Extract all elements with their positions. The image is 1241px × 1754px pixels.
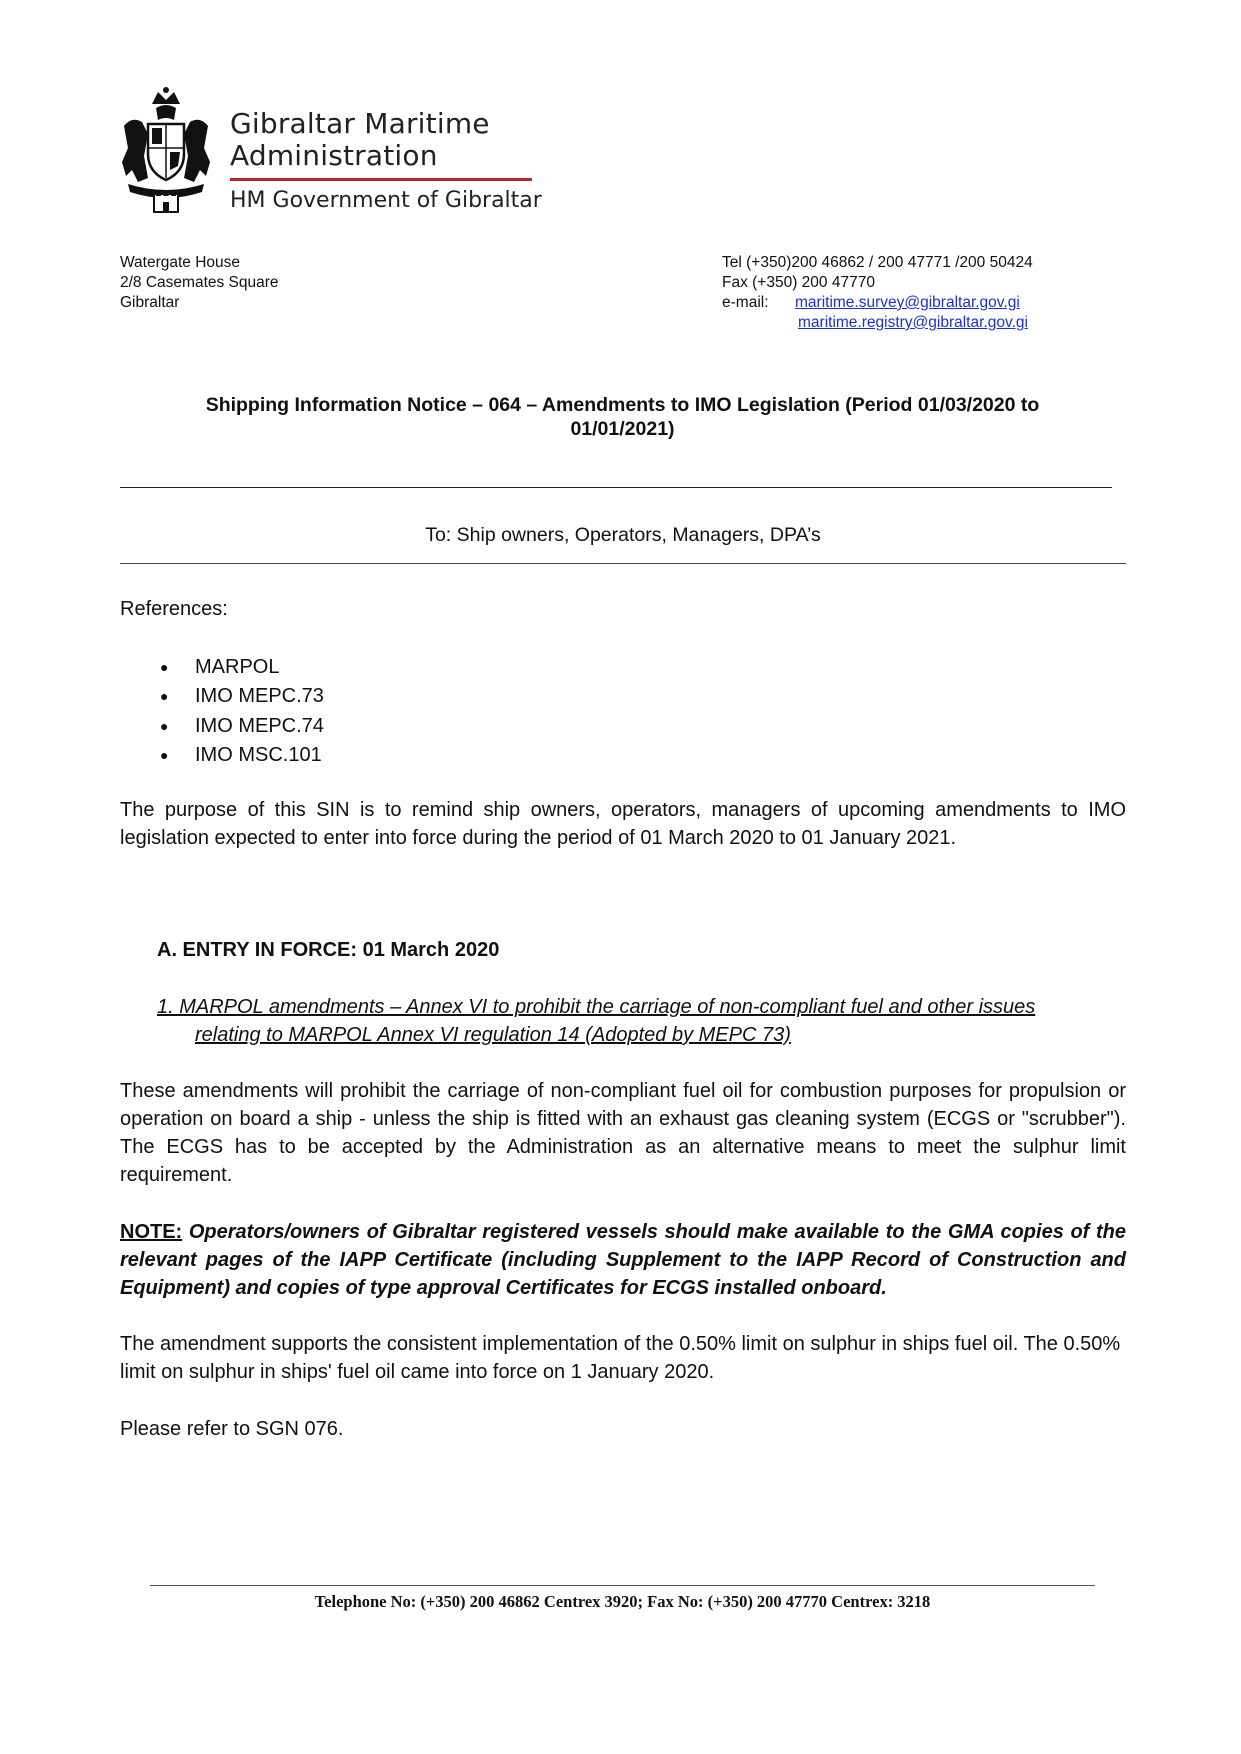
header-accent-rule xyxy=(230,178,532,181)
address-block xyxy=(120,253,279,313)
bullet-icon: ● xyxy=(160,658,169,675)
notice-title-line2: 01/01/2021) xyxy=(570,418,675,440)
email-link-survey[interactable]: maritime.survey@gibraltar.gov.gi xyxy=(795,294,1020,311)
list-item xyxy=(160,741,324,771)
bullet-icon: ● xyxy=(160,717,169,734)
notice-title xyxy=(150,393,1095,441)
reference-item: IMO MEPC.73 xyxy=(195,685,324,708)
section-a-heading: A. ENTRY IN FORCE: 01 March 2020 xyxy=(157,939,500,961)
note-text: Operators/owners of Gibraltar registered vessels should make available to the GMA copies of the relevant pages of the IAPP Certificate (including Supplement to the IAPP Record of Construction and Equipment) and copies of type approval Certificates for ECGS installed onboard. xyxy=(120,1221,1126,1299)
list-item xyxy=(160,682,324,712)
item-1-heading-line1: 1. MARPOL amendments – Annex VI to prohibit the carriage of non-compliant fuel and other issues xyxy=(157,996,1036,1018)
bullet-icon: ● xyxy=(160,747,169,764)
government-name: HM Government of Gibraltar xyxy=(230,188,542,213)
amendment-paragraph: These amendments will prohibit the carriage of non-compliant fuel oil for combustion purposes for propulsion or operation on board a ship - unless the ship is fitted with an exhaust gas cleaning system (ECGS or "scrubber"). The ECGS has to be accepted by the Administration as an alternative means to meet the sulphur limit requirement. xyxy=(120,1080,1126,1186)
reference-item: MARPOL xyxy=(195,655,280,678)
fax-line: Fax (+350) 200 47770 xyxy=(722,274,875,291)
item-1-heading xyxy=(157,993,1097,1049)
footer-divider xyxy=(150,1585,1095,1586)
note-paragraph xyxy=(120,1218,1126,1302)
purpose-paragraph: The purpose of this SIN is to remind ship owners, operators, managers of upcoming amendments to IMO legislation expected to enter into force during the period of 01 March 2020 to 01 January 2021. xyxy=(120,799,1126,849)
bullet-icon: ● xyxy=(160,688,169,705)
support-paragraph: The amendment supports the consistent implementation of the 0.50% limit on sulphur in ships fuel oil. The 0.50% limit on sulphur in ships' fuel oil came into force on 1 January 2020. xyxy=(120,1333,1121,1383)
organization-name-line1: Gibraltar Maritime xyxy=(230,107,490,140)
coat-of-arms-logo xyxy=(118,86,214,216)
address-line-1: Watergate House xyxy=(120,254,241,271)
email-label: e-mail: xyxy=(722,294,769,311)
title-divider xyxy=(120,487,1112,488)
address-line-3: Gibraltar xyxy=(120,294,180,311)
references-list xyxy=(160,652,324,770)
recipients-divider xyxy=(120,563,1126,564)
references-label: References: xyxy=(120,598,228,620)
item-1-heading-line2: relating to MARPOL Annex VI regulation 14 (Adopted by MEPC 73) xyxy=(195,1024,791,1046)
list-item xyxy=(160,711,324,741)
note-label: NOTE: xyxy=(120,1221,183,1243)
email-link-registry[interactable]: maritime.registry@gibraltar.gov.gi xyxy=(798,314,1028,331)
email-row xyxy=(722,293,1033,313)
recipients-line: To: Ship owners, Operators, Managers, DPA’s xyxy=(425,524,821,546)
footer-contact: Telephone No: (+350) 200 46862 Centrex 3920; Fax No: (+350) 200 47770 Centrex: 3218 xyxy=(314,1592,931,1611)
contact-block xyxy=(722,253,1033,333)
organization-name xyxy=(230,108,490,172)
organization-name-line2: Administration xyxy=(230,139,438,172)
telephone-line: Tel (+350)200 46862 / 200 47771 /200 50424 xyxy=(722,254,1033,271)
refer-line: Please refer to SGN 076. xyxy=(120,1418,344,1440)
list-item xyxy=(160,652,324,682)
email-row-2 xyxy=(722,313,1033,333)
notice-title-line1: Shipping Information Notice – 064 – Amendments to IMO Legislation (Period 01/03/2020 to xyxy=(205,394,1040,416)
address-line-2: 2/8 Casemates Square xyxy=(120,274,279,291)
reference-item: IMO MSC.101 xyxy=(195,744,322,767)
reference-item: IMO MEPC.74 xyxy=(195,714,324,737)
